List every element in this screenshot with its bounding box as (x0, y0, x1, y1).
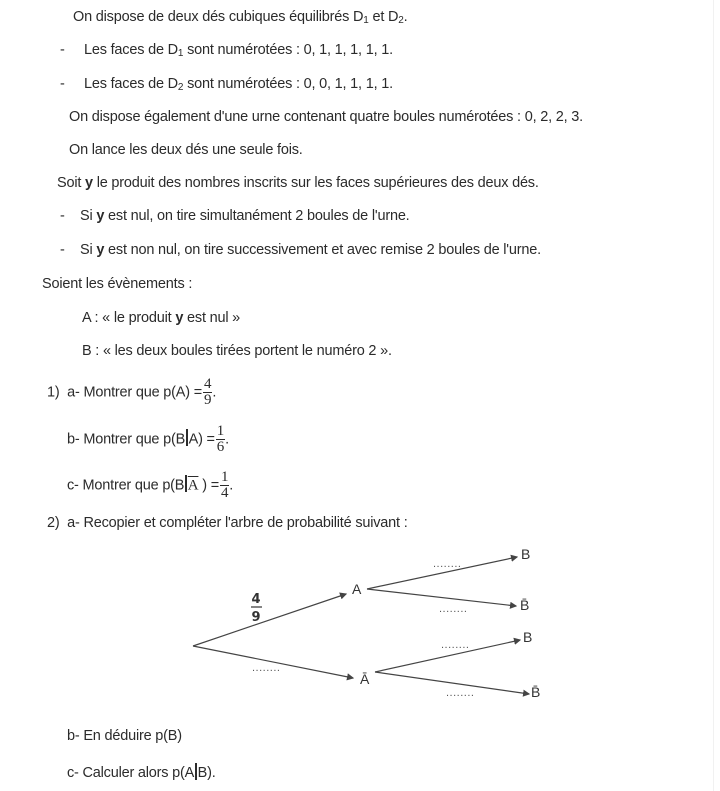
lance-line: On lance les deux dés une seule fois. (69, 142, 303, 158)
variable-y: y (175, 310, 184, 326)
node-A: A (352, 581, 362, 597)
d1-text: sont numérotées : 0, 1, 1, 1, 1, 1. (183, 42, 393, 58)
bullet-dash: - (60, 208, 65, 224)
denominator: 9 (204, 392, 212, 408)
prob-B-given-Abar-blank: ........ (441, 639, 470, 651)
period: . (212, 384, 217, 401)
events-heading: Soient les évènements : (42, 276, 193, 292)
d2-text: sont numérotées : 0, 0, 1, 1, 1, 1. (183, 76, 393, 92)
variable-y: y (85, 175, 93, 191)
denominator: 6 (216, 439, 225, 455)
prob-Bbar-given-A-blank: ........ (439, 603, 468, 615)
intro-text: . (403, 9, 408, 25)
d2-text: Les faces de D (84, 76, 178, 92)
subscript: 1 (177, 48, 184, 59)
subscript: 1 (363, 15, 369, 26)
text: est nul » (183, 310, 241, 326)
text: Soit (57, 175, 86, 191)
conditional-bar (195, 763, 197, 780)
branch-root-to-A (193, 594, 346, 646)
bullet-dash: - (60, 42, 65, 58)
node-B-upper: B (521, 546, 531, 562)
numerator: 1 (216, 423, 225, 439)
text: est non nul, on tire successivement et avec remise 2 boules de l'urne. (104, 242, 541, 258)
variable-y: y (96, 208, 105, 224)
variable-y: y (96, 242, 105, 258)
q2a-text: a- Recopier et compléter l'arbre de probabilité suivant : (67, 515, 408, 531)
numerator: 4 (204, 376, 212, 392)
text: Si (80, 208, 97, 224)
q2c-text: B). (197, 765, 216, 781)
q1c-text: c- Montrer que p(B (67, 477, 185, 494)
event-b: B : « les deux boules tirées portent le numéro 2 ». (82, 343, 392, 359)
period: . (229, 477, 234, 494)
q1a-text: a- Montrer que p(A) = (67, 384, 202, 401)
q2c-line (67, 763, 216, 781)
node-Bbar-lower: B̄ (531, 684, 541, 700)
subscript: 2 (398, 15, 404, 26)
text: le produit des nombres inscrits sur les faces supérieures des deux dés. (92, 175, 539, 191)
q2c-text: c- Calculer alors p(A (67, 765, 195, 781)
question-number: 1) (47, 384, 60, 401)
text: est nul, on tire simultanément 2 boules de l'urne. (104, 208, 410, 224)
a-complement: $\overline{A}$ (187, 477, 199, 494)
q1b-text: A) = (188, 431, 215, 448)
text: Si (80, 242, 97, 258)
intro-text: et D (368, 9, 399, 25)
q1c-text: ) = (198, 477, 219, 494)
prob-Bbar-given-Abar-blank: ........ (446, 687, 475, 699)
intro-text: On dispose de deux dés cubiques équilibrés D (73, 9, 364, 25)
urne-line: On dispose également d'une urne contenant quatre boules numérotées : 0, 2, 2, 3. (69, 109, 583, 125)
node-Abar: Ā (360, 671, 370, 687)
d1-text: Les faces de D (84, 42, 178, 58)
q2b-line: b- En déduire p(B) (67, 728, 182, 744)
question-number: 2) (47, 515, 60, 531)
bullet-dash: - (60, 242, 65, 258)
q1b-text: b- Montrer que p(B (67, 431, 186, 448)
bullet-dash: - (60, 76, 65, 92)
prob-Abar-blank: ........ (252, 662, 281, 674)
node-B-lower: B (523, 629, 533, 645)
numerator: 1 (220, 469, 229, 485)
denominator: 4 (220, 485, 229, 501)
node-Bbar-upper: B̄ (520, 597, 530, 613)
subscript: 2 (177, 82, 184, 93)
text: A : « le produit (82, 310, 176, 326)
prob-A-numerator: 4 (251, 592, 261, 607)
prob-A-denominator: 9 (251, 610, 261, 625)
prob-B-given-A-blank: ........ (433, 558, 462, 570)
period: . (225, 431, 229, 448)
